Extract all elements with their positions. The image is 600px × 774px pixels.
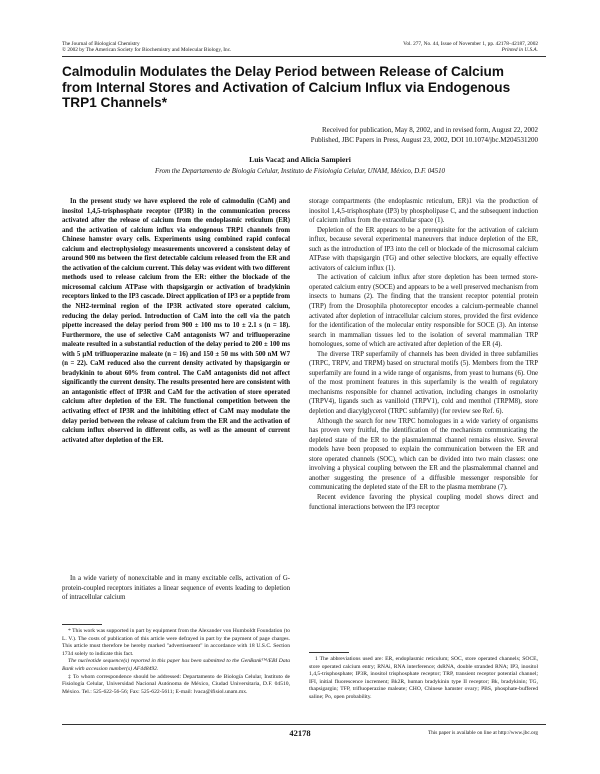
footnotes-left [62,628,290,696]
received-dates [198,126,538,145]
received-line: Received for publication, May 8, 2002, and in revised form, August 22, 2002 [322,126,538,134]
affiliation: From the Departamento de Biología Celular, Instituto de Fisiología Celular, UNAM, México, D.F. 04510 [155,168,445,175]
footnote-rule-right [309,652,349,653]
published-line: Published, JBC Papers in Press, August 23, 2002, DOI 10.1074/jbc.M204531200 [310,135,538,144]
correspondence-footnote: ‡ To whom correspondence should be addressed: Departamento de Biología Celular, Instituto de Fisiología Celular, Universidad Nacional Autónoma de México, Ciudad Universitaria, D.F. 04510, México. Tel.: 525-622-56-56; Fax: 525-622-5611; E-mail: lvaca@ifisiol.unam.mx. [62,673,290,695]
body-paragraph: The diverse TRP superfamily of channels has been divided in three subfamilies (TRPC, TRPV, and TRPM) based on structural motifs (5). Members from the TRP superfamily are found in a wide range of organisms, from yeast to humans (6). One of the most prominent features in this superfamily is the wealth of regulatory mechanisms responsible for channel activation, including changes in osmolarity (TRPV4), ligands such as vanilloid (TRPV1), cold and menthol (TRPM8), store depletion and diacylglycerol (TRPC subfamily) (for review see Ref. 6). [309,350,538,416]
intro-paragraph: In a wide variety of nonexcitable and in many excitable cells, activation of G-protein-coupled receptors initiates a linear sequence of events leading to depletion of intracellular calcium [62,575,290,602]
right-column [309,197,538,512]
body-paragraph: storage compartments (the endoplasmic reticulum, ER)1 via the production of inositol 1,4,5-trisphosphate (IP3) by phospholipase C, and the subsequent induction of calcium influx from the extracellular space (1). [309,198,538,225]
copyright-line: © 2002 by The American Society for Biochemistry and Molecular Biology, Inc. [62,47,232,54]
sequence-footnote: The nucleotide sequence(s) reported in this paper has been submitted to the GenBank™/EBI Data Bank with accession number(s) AF448492. [62,658,290,672]
authors: Luis Vaca‡ and Alicia Sampieri [249,155,351,164]
header-rule [62,56,546,57]
abstract: In the present study we have explored the role of calmodulin (CaM) and inositol 1,4,5-trisphosphate receptor (IP3R) in the communication process activated after the release of calcium from the endoplasmic reticulum (ER) and the activation of calcium influx via endogenous TRP1 channels from Chinese hamster ovary cells. Experiments using combined rapid confocal calcium and electrophysiology measurements uncovered a consistent delay of around 900 ms between the first detectable calcium released from the ER and the activation of the calcium current. This delay was evident with two different methods used to release calcium from the ER: either the blockade of the microsomal calcium ATPase with thapsigargin or activation of bradykinin receptors linked to the IP3 cascade. Direct application of IP3 or a peptide from the NH2-terminal region of the IP3R activated store operated calcium, reducing the delay period. Introduction of CaM into the cell via the patch pipette increased the delay period from 900 ± 100 ms to 10 ± 2.1 s (n = 18). Furthermore, the use of selective CaM antagonists W7 and trifluoperazine maleate resulted in a substantial reduction of the delay period to 200 ± 100 ms with 5 μM trifluoperazine maleate (n = 16) and 150 ± 50 ms with 500 nM W7 (n = 22). CaM reduced also the current density activated by thapsigargin or bradykinin to about 60% from control. The CaM antagonists did not affect significantly the current density. The results presented here are consistent with an antagonistic effect of IP3R and CaM for the activation of store operated calcium after depletion of the ER. The functional competition between the activating effect of IP3R and the inhibiting effect of CaM may modulate the delay period between the release of calcium from the ER and the activation of calcium influx observed in different cells, as well as the amount of current activated after depletion of the ER. [62,198,290,444]
body-paragraph: Although the search for new TRPC homologues in a wide variety of organisms has proven very fruitful, the identification of the mechanism communicating the depleted state of the ER to the plasmalemmal channel remains elusive. Several models have been proposed to explain the communication between the ER and store operated channels (SOC), which can be divided into two main classes: one involving a physical coupling between the ER and the plasmalemmal channel and another suggesting the presence of a diffusible messenger responsible for communicating the depleted state of the ER to the plasma membrane (7). [309,417,538,492]
article-title: Calmodulin Modulates the Delay Period between Release of Calcium from Internal Stores and Activation of Calcium Influx via Endogenous TRP1 Channels* [62,64,511,111]
page-number: 42178 [289,728,311,738]
body-paragraph: Recent evidence favoring the physical coupling model shows direct and functional interactions between the IP3 receptor [309,493,538,511]
availability-note: This paper is available on line at http://www.jbc.org [427,730,538,736]
journal-name: The Journal of Biological Chemistry [62,41,140,47]
footer-rule [62,724,546,725]
journal-header [62,41,231,54]
volume-issue: Vol. 277, No. 44, Issue of November 1, pp. 42178–42187, 2002 [403,41,538,47]
body-paragraph: The activation of calcium influx after store depletion has been termed store-operated calcium entry (SOCE) and appears to be a well preserved mechanism from insects to humans (2). The finding that the transient receptor potential protein (TRP) from the Drosophila photoreceptor encodes a calcium-permeable channel activated after depletion of intracellular calcium stores, provided the first evidence for the identification of the molecular entity responsible for SOCE (3). An intense search in mammalian tissues led to the isolation of several mammalian TRP homologues, some of which are activated after depletion of the ER (4). [309,274,538,349]
abbreviations-footnote: 1 The abbreviations used are: ER, endoplasmic reticulum; SOC, store operated channels; SOCE, store operated calcium entry; RNAi, RNA interference; dsRNA, double stranded RNA; IP3, inositol 1,4,5-trisphosphate; IP3R, inositol trisphosphate receptor; TRP, transient receptor potential channel; IFI, initial fluorescence increment; Bk2R, human bradykinin type II receptor; Bk, bradykinin; TG, thapsigargin; TFP, trifluoperazine maleate; CHO, Chinese hamster ovary; PBS, phosphate-buffered saline; Po, open probability. [309,656,538,700]
footnote-rule-left [62,624,102,625]
printed-in: Printed in U.S.A. [501,47,538,54]
funding-footnote: * This work was supported in part by equipment from the Alexander von Humboldt Foundation (to L. V.). The costs of publication of this article were defrayed in part by the payment of page charges. This article must therefore be hereby marked "advertisement" in accordance with 18 U.S.C. Section 1734 solely to indicate this fact. [62,628,290,657]
body-paragraph: Depletion of the ER appears to be a prerequisite for the activation of calcium influx, because several experimental maneuvers that induce depletion of the ER, such as the introduction of IP3 into the cell or blockade of the microsomal calcium ATPase with thapsigargin (TG) and other selective blockers, are equally effective activators of calcium influx (1). [309,226,538,272]
issue-header [403,41,538,54]
